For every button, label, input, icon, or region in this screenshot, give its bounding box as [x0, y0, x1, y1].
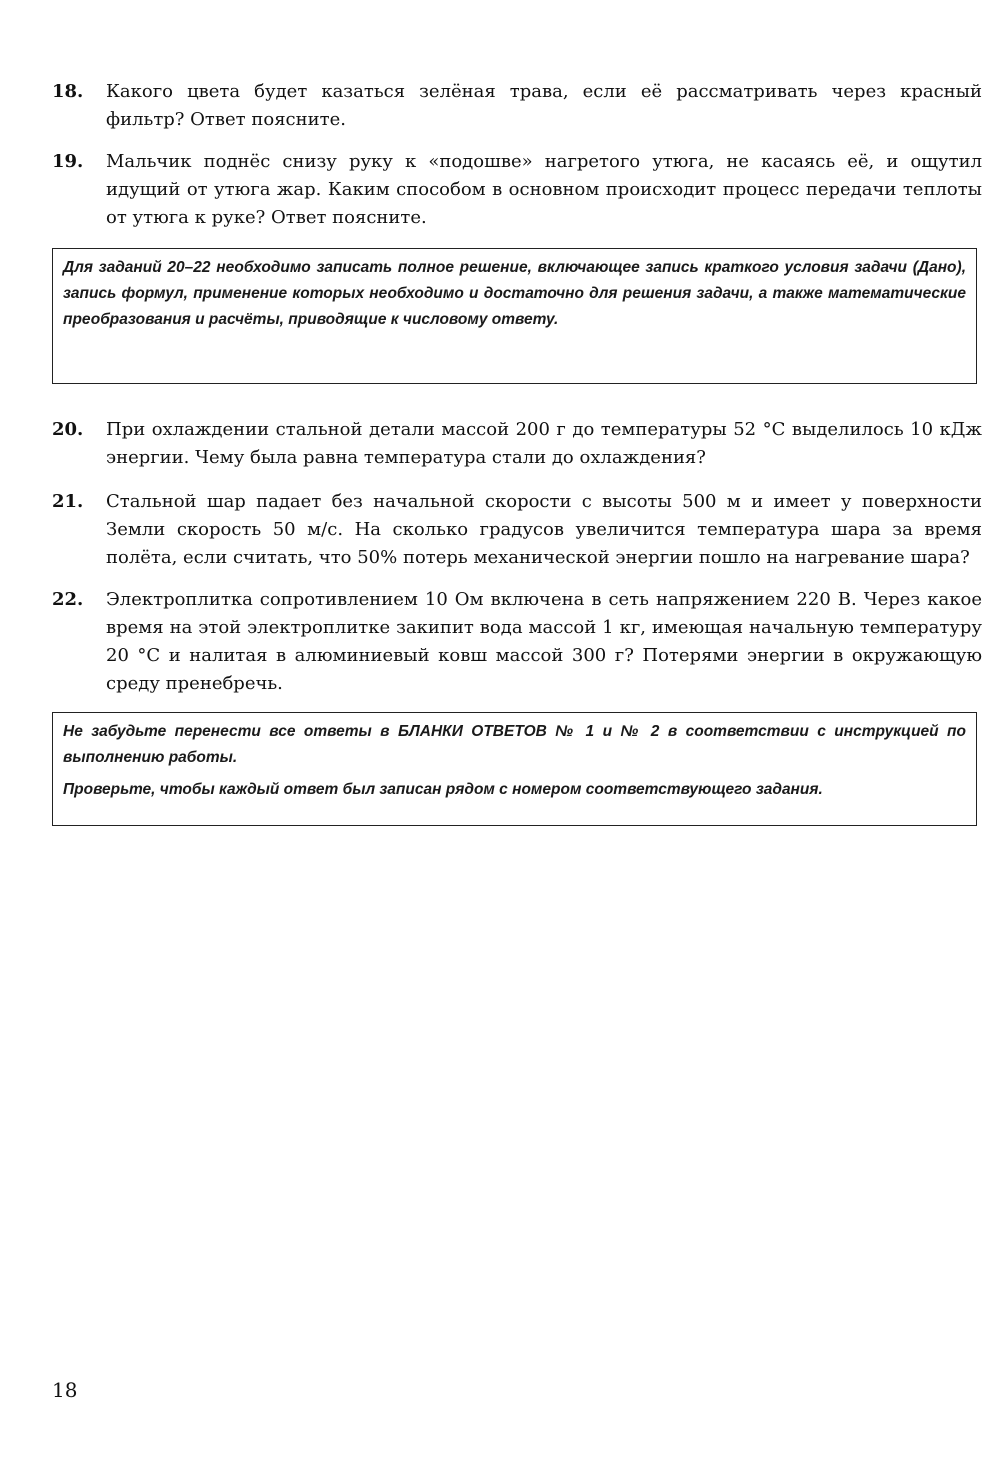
task-text: Какого цвета будет казаться зелёная трава, если её рассматривать через красный фильтр? Ответ поясните. [106, 81, 982, 130]
task-number: 18. [52, 81, 84, 102]
task-number: 22. [52, 589, 84, 610]
task-number: 21. [52, 491, 84, 512]
task-text: Стальной шар падает без начальной скорости с высоты 500 м и имеет у поверхности Земли скорость 50 м/с. На сколько градусов увеличится температура шара за время полёта, если считать, что 50% потерь механической энергии пошло на нагревание шара? [106, 491, 982, 568]
task-18 [52, 78, 982, 134]
task-21 [52, 488, 982, 572]
task-text: Электроплитка сопротивлением 10 Ом включена в сеть напряжением 220 В. Через какое время на этой электроплитке закипит вода массой 1 кг, имеющая начальную температуру 20 °С и налитая в алюминиевый ковш массой 300 г? Потерями энергии в окружающую среду пренебречь. [106, 589, 982, 694]
task-number: 20. [52, 419, 84, 440]
task-number: 19. [52, 151, 84, 172]
solution-instruction-box [52, 248, 977, 384]
task-22 [52, 586, 982, 698]
task-19 [52, 148, 982, 232]
task-text: При охлаждении стальной детали массой 200 г до температуры 52 °С выделилось 10 кДж энергии. Чему была равна температура стали до охлаждения? [106, 419, 982, 468]
reminder-text-transfer: Не забудьте перенести все ответы в БЛАНКИ ОТВЕТОВ № 1 и № 2 в соответствии с инструкцией по выполнению работы. [63, 723, 966, 766]
answer-transfer-reminder-box [52, 712, 977, 826]
instruction-text: Для заданий 20–22 необходимо записать полное решение, включающее запись краткого условия задачи (Дано), запись формул, применение которых необходимо и достаточно для решения задачи, а также математические преобразования и расчёты, приводящие к числовому ответу. [63, 259, 966, 328]
reminder-text-check: Проверьте, чтобы каждый ответ был записан рядом с номером соответствующего задания. [63, 781, 823, 798]
task-text: Мальчик поднёс снизу руку к «подошве» нагретого утюга, не касаясь её, и ощутил идущий от утюга жар. Каким способом в основном происходит процесс передачи теплоты от утюга к руке? Ответ поясните. [106, 151, 982, 228]
page-number: 18 [52, 1378, 78, 1402]
task-20 [52, 416, 982, 472]
